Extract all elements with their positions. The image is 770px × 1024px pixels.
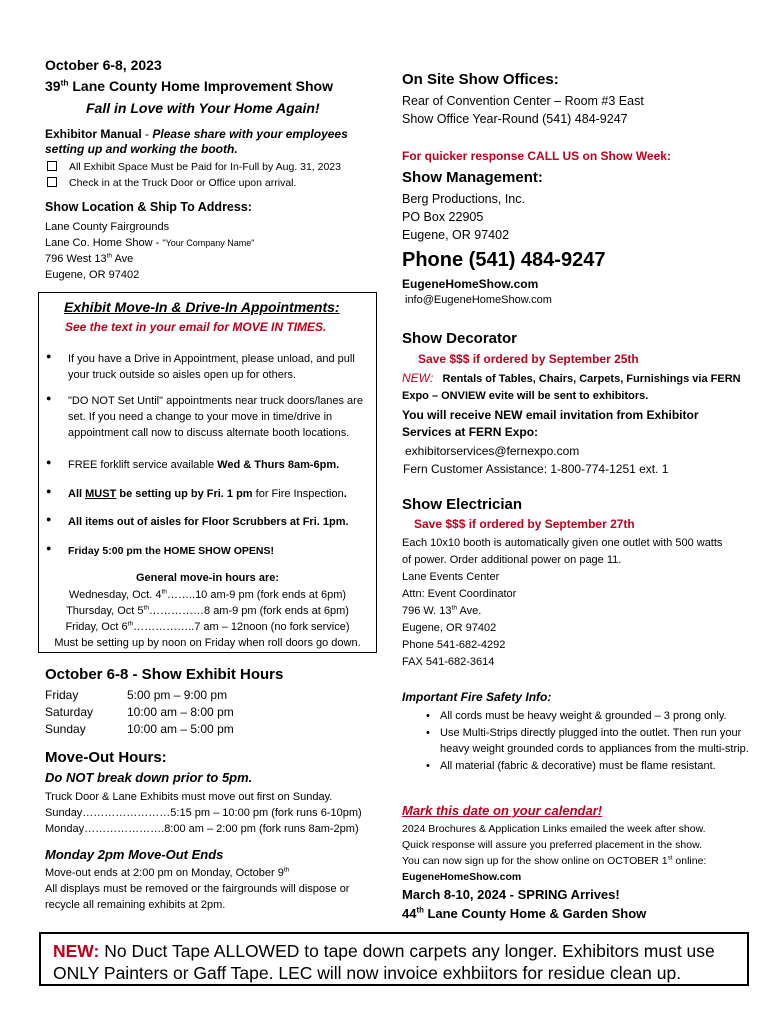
table-row: Sunday 10:00 am – 5:00 pm [45, 722, 234, 736]
general-hours-row: Wednesday, Oct. 4th……..10 am-9 pm (fork ends at 6pm) [68, 588, 347, 601]
management-phone: Phone (541) 484-9247 [402, 249, 606, 271]
management-heading: Show Management: [402, 169, 543, 186]
move-in-heading: Exhibit Move-In & Drive-In Appointments: [64, 299, 340, 315]
management-address: Berg Productions, Inc. PO Box 22905 Eugene, OR 97402 [402, 192, 525, 242]
fire-safety-heading: Important Fire Safety Info: [402, 690, 552, 704]
calendar-heading: Mark this date on your calendar! [402, 803, 603, 818]
offices-heading: On Site Show Offices: [402, 71, 559, 88]
checkbox-icon [47, 177, 57, 187]
move-out-details: Truck Door & Lane Exhibits must move out first on Sunday. Sunday……………………5:15 pm – 10:00 pm (fork runs 6-10pm) Monday………………….8:00 am – 2:00 pm (fork runs 8am-2pm) [45, 791, 362, 835]
location-heading: Show Location & Ship To Address: [45, 200, 252, 214]
offices-details: Rear of Convention Center – Room #3 East Show Office Year-Round (541) 484-9247 [402, 94, 644, 126]
monday-move-out-details: Move-out ends at 2:00 pm on Monday, October 9th All displays must be removed or the fairgrounds will dispose or recycle all remaining exhibits at 2pm. [45, 866, 350, 911]
electrician-heading: Show Electrician [402, 496, 523, 513]
general-hours-list [39, 587, 376, 651]
electrician-save-note: Save $$$ if ordered by September 27th [414, 517, 635, 531]
decorator-heading: Show Decorator [402, 330, 518, 347]
show-dates: October 6-8, 2023 [45, 57, 162, 73]
table-row: Saturday 10:00 am – 8:00 pm [45, 705, 234, 719]
location-address: Lane County Fairgrounds Lane Co. Home Show - "Your Company Name" 796 West 13th Ave Eugene, OR 97402 [45, 221, 255, 281]
list-item: • All material (fabric & decorative) must be flame resistant. [402, 758, 750, 775]
decorator-assistance: Fern Customer Assistance: 1-800-774-1251 ext. 1 [403, 462, 669, 476]
show-tagline: Fall in Love with Your Home Again! [86, 100, 320, 116]
monday-move-out-heading: Monday 2pm Move-Out Ends [45, 847, 224, 862]
calendar-website[interactable]: EugeneHomeShow.com [402, 871, 522, 883]
show-hours-heading: October 6-8 - Show Exhibit Hours [45, 666, 284, 683]
move-in-box [38, 292, 377, 653]
decorator-email[interactable]: exhibitorservices@fernexpo.com [405, 444, 580, 458]
fire-safety-list [402, 708, 750, 774]
decorator-new-note: NEW: Rentals of Tables, Chairs, Carpets, Furnishings via FERN Expo – ONVIEW evite will be sent to exhibitors. [402, 371, 741, 402]
show-hours-table [45, 687, 345, 738]
spring-show-note: March 8-10, 2024 - SPRING Arrives! 44th Lane County Home & Garden Show [402, 887, 647, 921]
list-item: • All cords must be heavy weight & grounded – 3 prong only. [402, 708, 750, 725]
table-row: Friday 5:00 pm – 9:00 pm [45, 688, 228, 702]
move-out-heading: Move-Out Hours: [45, 749, 167, 766]
decorator-save-note: Save $$$ if ordered by September 25th [418, 352, 639, 366]
move-out-subheading: Do NOT break down prior to 5pm. [45, 770, 253, 785]
checklist-item: All Exhibit Space Must be Paid for In-Full by Aug. 31, 2023 [45, 159, 341, 175]
general-hours-footer: Must be setting up by noon on Friday when roll doors go down. [54, 637, 361, 649]
checklist-item: Check in at the Truck Door or Office upon arrival. [45, 175, 341, 191]
calendar-details: 2024 Brochures & Application Links emailed the week after show. Quick response will assure you preferred placement in the show. You can now sign up for the show online on OCTOBER 1st online: EugeneHomeShow.com [402, 821, 752, 885]
management-email[interactable]: info@EugeneHomeShow.com [405, 294, 552, 306]
show-title: 39th Lane County Home Improvement Show [45, 77, 333, 94]
quick-response-note: For quicker response CALL US on Show Week: [402, 149, 671, 163]
move-in-subheading: See the text in your email for MOVE IN TIMES. [65, 320, 327, 334]
exhibitor-manual-note: Exhibitor Manual - Please share with your employees setting up and working the booth. [45, 127, 348, 156]
electrician-details: Each 10x10 booth is automatically given one outlet with 500 watts of power. Order additional power on page 11. Lane Events Center Attn: Event Coordinator 796 W. 13th Ave. Eugene, OR 97402 Phone 541-682-4292 FAX 541-682-3614 [402, 537, 723, 668]
list-item: • Use Multi-Strips directly plugged into the outlet. Then run your heavy weight grounded cords to appliances from the multi-strip. [402, 725, 750, 758]
move-in-list: ● If you have a Drive in Appointment, please unload, and pull your truck outside so aisles open up for others. ● "DO NOT Set Until" appointments near truck doors/lanes are set. If you need a change to your move in time/drive in appointment call now to discuss alternate booth locations. ● FREE forklift service available Wed & Thurs 8am-6pm. ● All MUST be setting up by Fri. 1 pm for Fire Inspection. ● All items out of aisles for Floor Scrubbers at Fri. 1pm. ● Friday 5:00 pm the HOME SHOW OPENS! [46, 351, 363, 557]
general-hours-heading: General move-in hours are: [135, 572, 280, 584]
management-website[interactable]: EugeneHomeShow.com [402, 277, 539, 291]
general-hours-row: Friday, Oct 6th……………..7 am – 12noon (no fork service) [65, 620, 350, 633]
general-hours-row: Thursday, Oct 5th……………8 am-9 pm (fork ends at 6pm) [66, 604, 349, 617]
checklist [45, 159, 341, 191]
decorator-invite-note: You will receive NEW email invitation from Exhibitor Services at FERN Expo: [402, 408, 699, 439]
checkbox-icon [47, 161, 57, 171]
duct-tape-notice: NEW: No Duct Tape ALLOWED to tape down carpets any longer. Exhibitors must use ONLY Painters or Gaff Tape. LEC will now invoice exhbiitors for residue clean up. [39, 932, 749, 986]
